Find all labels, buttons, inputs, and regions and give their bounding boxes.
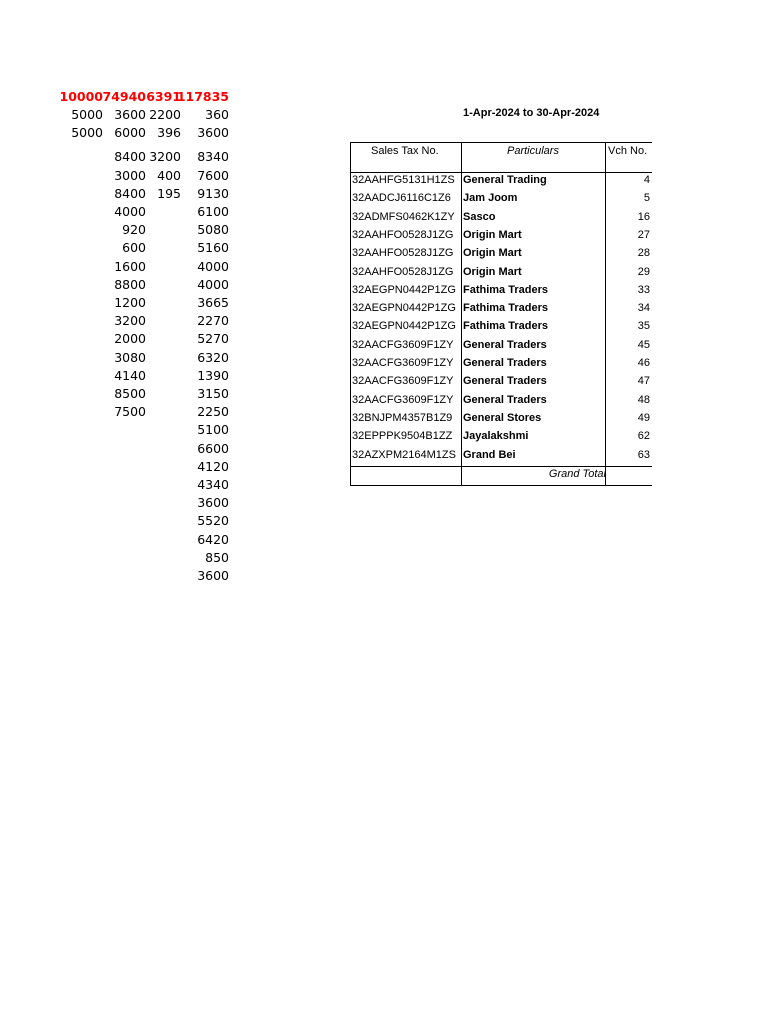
sales-tax-no-cell: 32AAHFO0528J1ZG <box>352 266 454 278</box>
vch-no-cell: 4 <box>643 174 650 186</box>
left-cell-col-4: 3665 <box>197 295 229 310</box>
table-row <box>351 283 653 301</box>
left-cell-col-2: 920 <box>122 222 146 237</box>
vch-no-cell: 63 <box>637 449 650 461</box>
total-divider <box>351 466 652 467</box>
left-cell-col-4: 2250 <box>197 404 229 419</box>
left-cell-col-4: 5160 <box>197 240 229 255</box>
left-cell-col-4: 6600 <box>197 441 229 456</box>
left-cell-col-2: 1600 <box>114 259 146 274</box>
left-cell-col-2: 600 <box>122 240 146 255</box>
vch-no-cell: 47 <box>637 375 650 387</box>
left-cell-col-2: 3000 <box>114 168 146 183</box>
left-cell-col-4: 4000 <box>197 277 229 292</box>
left-cell-col-2: 3600 <box>114 107 146 122</box>
particulars-cell: General Trading <box>463 174 547 186</box>
left-cell-col-4: 4000 <box>197 259 229 274</box>
sales-tax-no-cell: 32AACFG3609F1ZY <box>352 375 454 387</box>
sales-tax-no-cell: 32AACFG3609F1ZY <box>352 339 454 351</box>
vch-no-cell: 5 <box>643 192 650 204</box>
left-cell-col-3: 195 <box>157 186 181 201</box>
left-cell-col-4: 6100 <box>197 204 229 219</box>
sales-register-table <box>350 142 652 486</box>
left-cell-col-4: 6320 <box>197 350 229 365</box>
table-row <box>351 356 653 374</box>
left-cell-col-4: 6420 <box>197 532 229 547</box>
left-cell-col-2: 8800 <box>114 277 146 292</box>
particulars-cell: General Traders <box>463 375 547 387</box>
sales-tax-no-cell: 32AACFG3609F1ZY <box>352 394 454 406</box>
vch-no-cell: 33 <box>637 284 650 296</box>
left-cell-col-2: 3200 <box>114 313 146 328</box>
sales-tax-no-cell: 32AAHFG5131H1ZS <box>352 174 455 186</box>
left-cell-col-4: 1390 <box>197 368 229 383</box>
table-row <box>351 301 653 319</box>
sales-tax-no-cell: 32AZXPM2164M1ZS <box>352 449 456 461</box>
sales-tax-no-cell: 32AEGPN0442P1ZG <box>352 320 456 332</box>
left-cell-col-4: 7600 <box>197 168 229 183</box>
left-cell-col-4: 9130 <box>197 186 229 201</box>
left-cell-col-2: 6000 <box>114 125 146 140</box>
table-row <box>351 374 653 392</box>
vch-no-cell: 46 <box>637 357 650 369</box>
left-cell-col-2: 8400 <box>114 186 146 201</box>
left-cell-col-3: 400 <box>157 168 181 183</box>
left-cell-col-2: 4140 <box>114 368 146 383</box>
left-cell-col-2: 1200 <box>114 295 146 310</box>
left-cell-col-4: 850 <box>205 550 229 565</box>
particulars-cell: Origin Mart <box>463 247 522 259</box>
vch-no-cell: 49 <box>637 412 650 424</box>
table-row <box>351 228 653 246</box>
particulars-cell: Sasco <box>463 211 496 223</box>
vch-no-cell: 62 <box>637 430 650 442</box>
left-cell-col-4: 3600 <box>197 568 229 583</box>
left-cell-col-2: 4000 <box>114 204 146 219</box>
left-cell-col-2: 8400 <box>114 149 146 164</box>
vch-no-cell: 28 <box>637 247 650 259</box>
table-row <box>351 210 653 228</box>
left-cell-col-4: 5520 <box>197 513 229 528</box>
sales-tax-no-cell: 32AAHFO0528J1ZG <box>352 247 454 259</box>
report-period: 1-Apr-2024 to 30-Apr-2024 <box>463 107 600 119</box>
table-row <box>351 429 653 447</box>
table-row <box>351 173 653 191</box>
left-cell-col-4: 3600 <box>197 495 229 510</box>
left-cell-col-4: 5270 <box>197 331 229 346</box>
grand-total-label: Grand Total <box>548 468 606 480</box>
table-row <box>351 191 653 209</box>
left-cell-col-4: 3600 <box>197 125 229 140</box>
header-vch-no: Vch No. <box>608 145 648 157</box>
vch-no-cell: 16 <box>637 211 650 223</box>
left-cell-col-1: 5000 <box>71 125 103 140</box>
table-row <box>351 448 653 466</box>
particulars-cell: Fathima Traders <box>463 320 548 332</box>
vch-no-cell: 27 <box>637 229 650 241</box>
particulars-cell: Origin Mart <box>463 266 522 278</box>
total-col-2: 74940 <box>102 89 146 104</box>
sales-tax-no-cell: 32AEGPN0442P1ZG <box>352 302 456 314</box>
table-row <box>351 338 653 356</box>
particulars-cell: Jam Joom <box>463 192 518 204</box>
vch-no-cell: 34 <box>637 302 650 314</box>
left-cell-col-3: 2200 <box>149 107 181 122</box>
particulars-cell: Jayalakshmi <box>463 430 529 442</box>
table-row <box>351 411 653 429</box>
vch-no-cell: 48 <box>637 394 650 406</box>
particulars-cell: Fathima Traders <box>463 284 548 296</box>
left-cell-col-2: 3080 <box>114 350 146 365</box>
left-cell-col-4: 3150 <box>197 386 229 401</box>
left-cell-col-4: 5100 <box>197 422 229 437</box>
total-col-4: 117835 <box>176 89 229 104</box>
left-cell-col-2: 7500 <box>114 404 146 419</box>
left-cell-col-4: 2270 <box>197 313 229 328</box>
table-row <box>351 265 653 283</box>
vch-no-cell: 45 <box>637 339 650 351</box>
table-row <box>351 246 653 264</box>
particulars-cell: General Traders <box>463 339 547 351</box>
left-cell-col-2: 2000 <box>114 331 146 346</box>
vch-no-cell: 29 <box>637 266 650 278</box>
particulars-cell: General Stores <box>463 412 542 424</box>
particulars-cell: Grand Bei <box>463 449 516 461</box>
left-cell-col-3: 396 <box>157 125 181 140</box>
sales-tax-no-cell: 32AAHFO0528J1ZG <box>352 229 454 241</box>
left-cell-col-3: 3200 <box>149 149 181 164</box>
left-cell-col-4: 4120 <box>197 459 229 474</box>
sales-tax-no-cell: 32AADCJ6116C1Z6 <box>352 192 451 204</box>
left-cell-col-4: 8340 <box>197 149 229 164</box>
table-row <box>351 393 653 411</box>
total-col-1: 10000 <box>59 89 103 104</box>
left-cell-col-4: 5080 <box>197 222 229 237</box>
particulars-cell: General Traders <box>463 357 547 369</box>
header-sales-tax-no: Sales Tax No. <box>371 145 439 157</box>
left-cell-col-4: 4340 <box>197 477 229 492</box>
header-particulars: Particulars <box>507 145 559 157</box>
particulars-cell: Fathima Traders <box>463 302 548 314</box>
left-cell-col-2: 8500 <box>114 386 146 401</box>
sales-tax-no-cell: 32AEGPN0442P1ZG <box>352 284 456 296</box>
sales-tax-no-cell: 32BNJPM4357B1Z9 <box>352 412 453 424</box>
sales-tax-no-cell: 32AACFG3609F1ZY <box>352 357 454 369</box>
sales-tax-no-cell: 32EPPPK9504B1ZZ <box>352 430 453 442</box>
particulars-cell: Origin Mart <box>463 229 522 241</box>
particulars-cell: General Traders <box>463 394 547 406</box>
vch-no-cell: 35 <box>637 320 650 332</box>
total-col-3: 6391 <box>146 89 181 104</box>
sales-tax-no-cell: 32ADMFS0462K1ZY <box>352 211 455 223</box>
left-cell-col-1: 5000 <box>71 107 103 122</box>
table-row <box>351 319 653 337</box>
left-cell-col-4: 360 <box>205 107 229 122</box>
